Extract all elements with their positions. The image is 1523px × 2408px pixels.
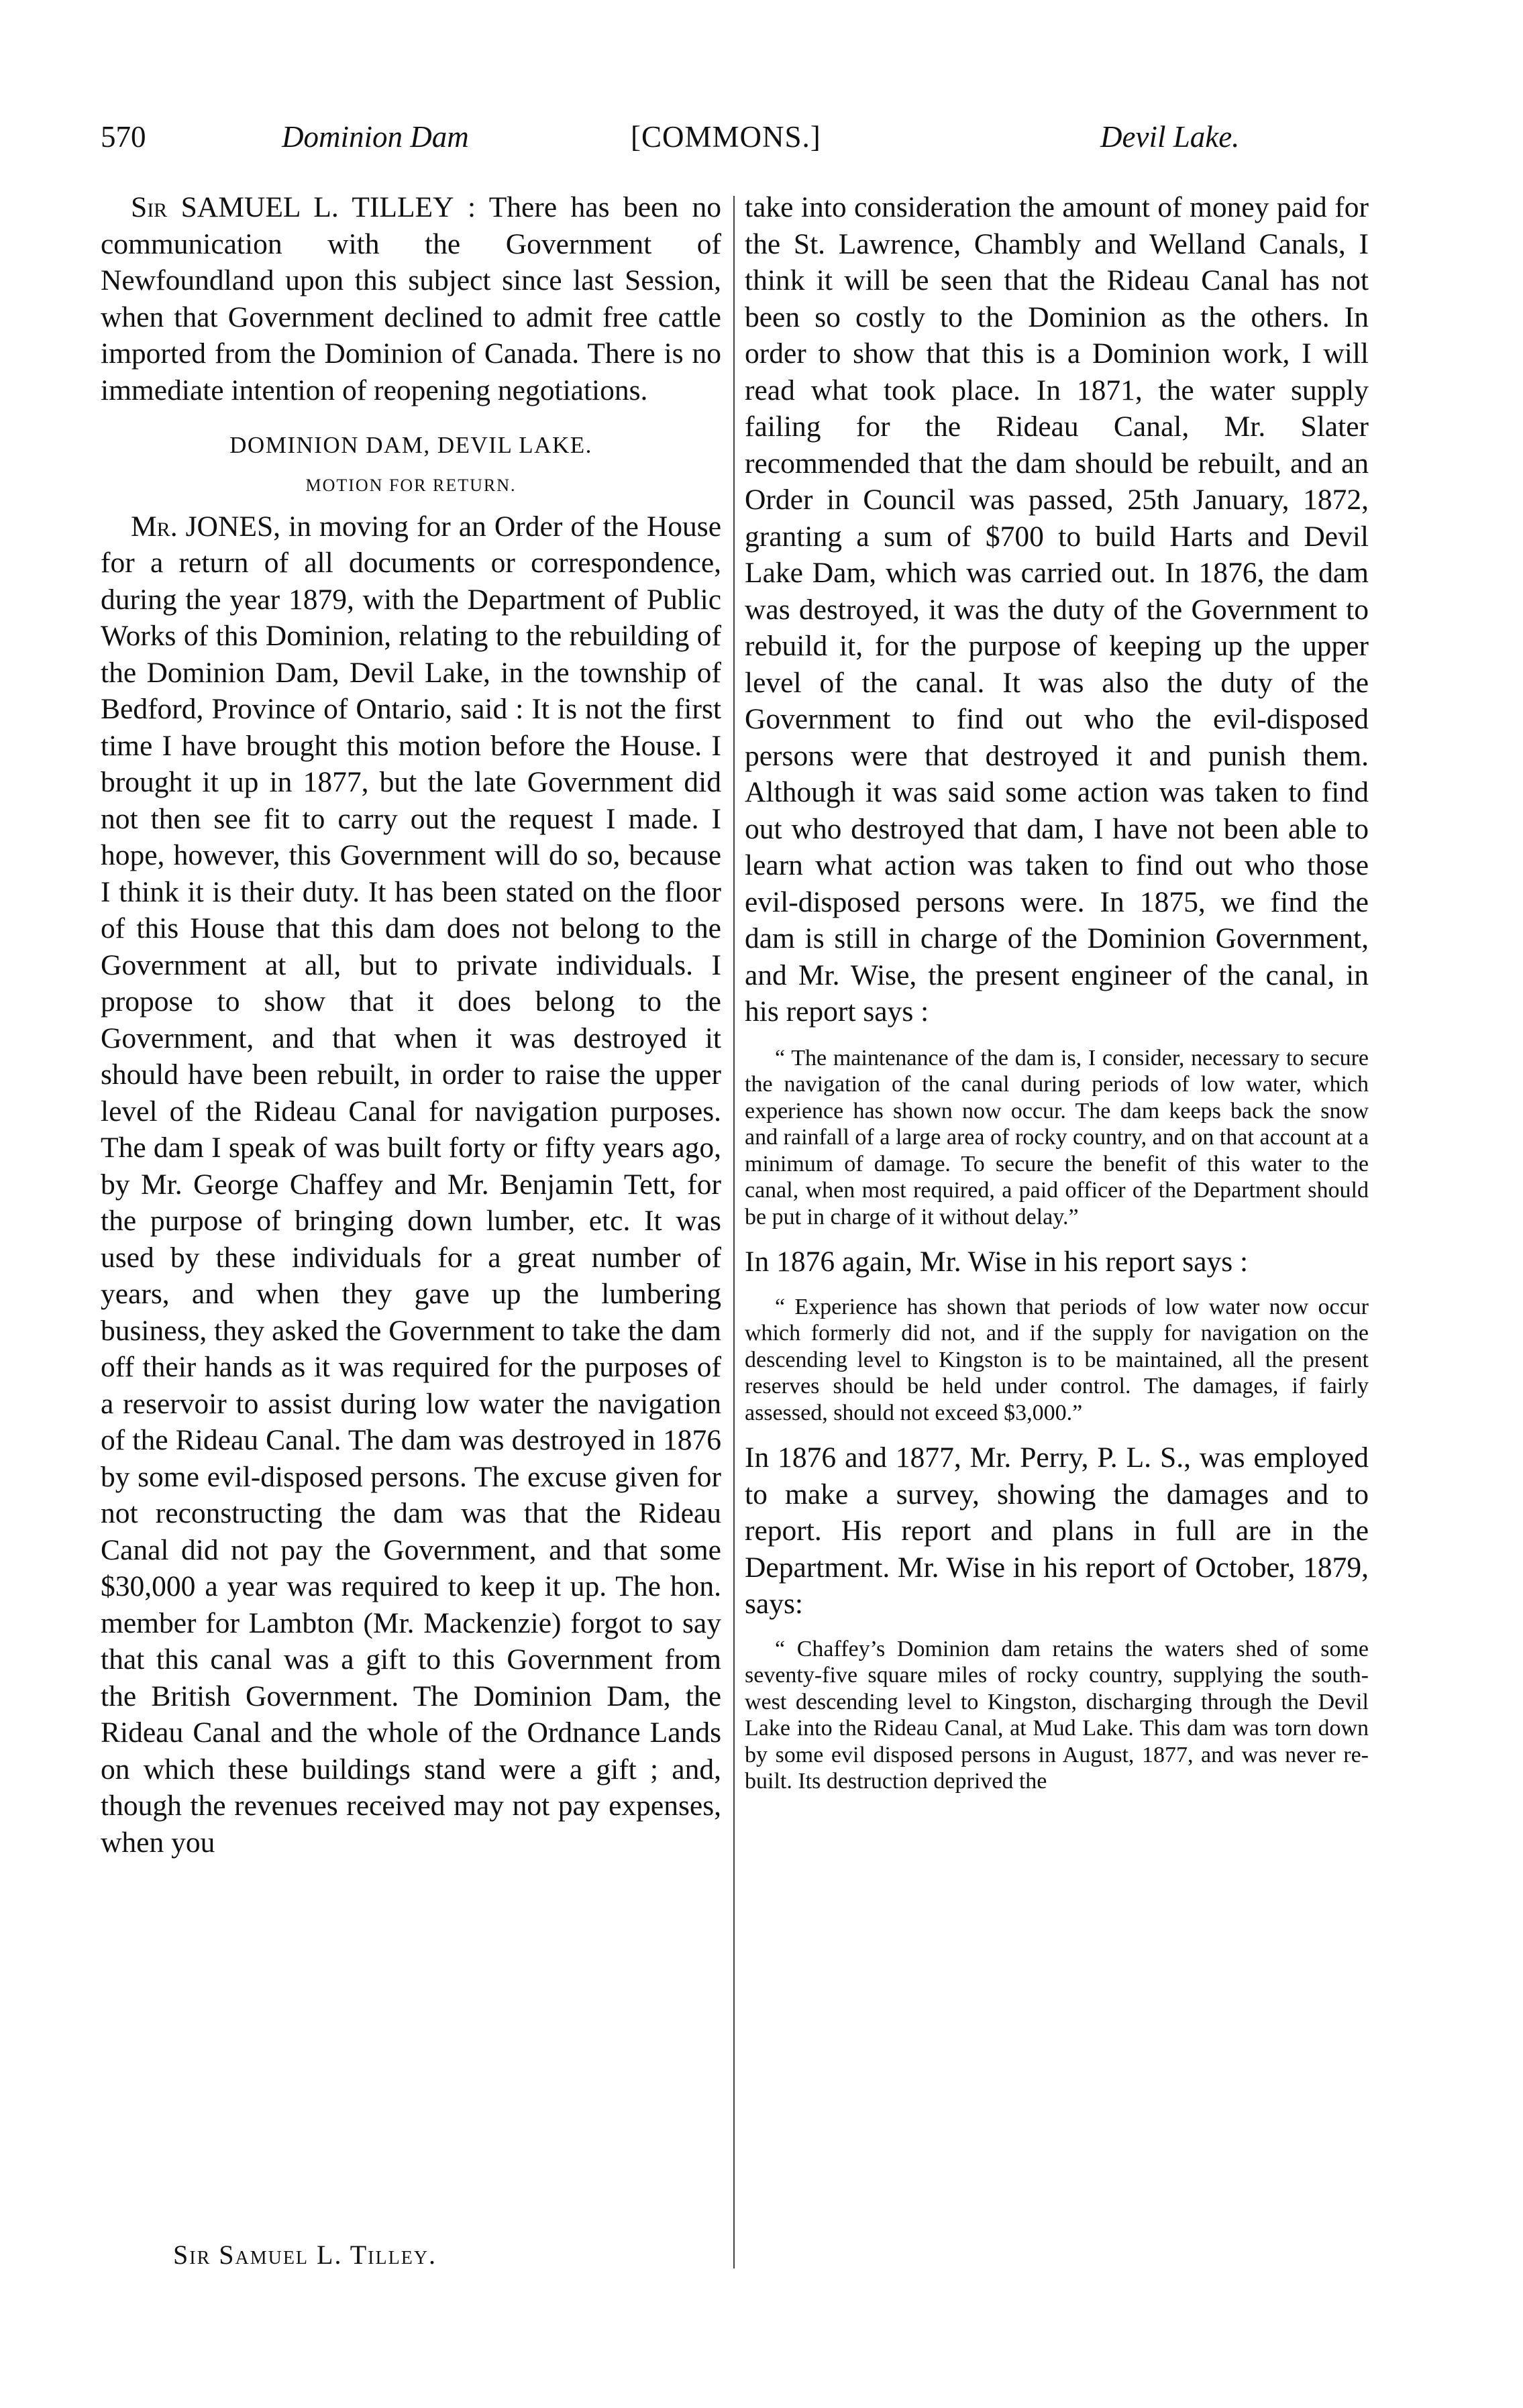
continuation-paragraph: take into consideration the amount of money paid for the St. Lawrence, Chambly and Welland Canals, I think it will be seen that the Rideau Canal has not been so costly to the Dominion as the others. In order to show that this is a Dominion work, I will read what took place. In 1871, the water supply failing for the Rideau Canal, Mr. Slater recommended that the dam should be rebuilt, and an Order in Council was passed, 25th January, 1872, granting a sum of $700 to build Harts and Devil Lake Dam, which was carried out. In 1876, the dam was destroyed, it was the duty of the Government to rebuild it, for the purpose of keeping up the upper level of the canal. It was also the duty of the Government to find out who the evil-disposed persons were that destroyed it and punish them. Although it was said some action was taken to find out who destroyed that dam, I have not been able to learn what action was taken to find out who those evil-disposed persons were. In 1875, we find the dam is still in charge of the Dominion Government, and Mr. Wise, the present engineer of the canal, in his report says : [745,191,1369,1028]
right-column [745,189,1369,1808]
tilley-paragraph [101,189,721,408]
paragraph-text: : There has been no communication with the Government of Newfoundland upon this subject since last Session, when that Government declined to admit free cattle imported from the Dominion of Canada. There is no immediate intention of reopening negotiations. [101,191,722,406]
header-left-title: Dominion Dam [282,120,469,154]
page-number: 570 [101,120,146,154]
jones-paragraph [101,508,721,1861]
column-divider [733,196,735,2268]
paragraph: In 1876 again, Mr. Wise in his report says : [745,1246,1249,1278]
block-quote: “ Experience has shown that periods of low water now occur which formerly did not, and if the supply for navigation on the descending level to Kingston is to be maintained, all the present reserves should be held under control. The damages, if fairly assessed, should not exceed $3,000.” [745,1294,1369,1425]
section-subtitle: MOTION FOR RETURN. [305,476,517,495]
header-right-title: Devil Lake. [1100,120,1240,154]
speaker-name: Sir SAMUEL L. TILLEY [131,191,454,223]
left-column [101,189,721,1861]
section-title: DOMINION DAM, DEVIL LAKE. [229,432,592,458]
paragraph: In 1876 and 1877, Mr. Perry, P. L. S., was employed to make a survey, showing the damages and to report. His report and plans in full are in the Department. Mr. Wise in his report of October, 1879, says: [745,1441,1369,1620]
block-quote: “ The maintenance of the dam is, I consider, necessary to secure the navigation of the canal during periods of low water, which experience has shown now occur. The dam keeps back the snow and rainfall of a large area of rocky country, and on that account at a minimum of damage. To secure the benefit of this water to the canal, when most required, a paid officer of the Department should be put in charge of it without delay.” [745,1045,1369,1229]
block-quote: “ Chaffey’s Dominion dam retains the waters shed of some seventy-five square miles of rocky country, supplying the south-west descending level to Kingston, discharging through the Devil Lake into the Rideau Canal, at Mud Lake. This dam was torn down by some evil disposed persons in August, 1877, and was never re-built. Its destruction deprived the [745,1636,1369,1794]
catchword: Sir Samuel L. Tilley. [173,2240,437,2270]
running-header [101,119,1240,166]
speaker-name: Mr. JONES, [131,510,281,543]
header-center-title: [COMMONS.] [631,120,821,154]
paragraph-text: in moving for an Order of the House for a return of all documents or correspondence, during the year 1879, with the Department of Public Works of this Dominion, relating to the rebuilding of the Dominion Dam, Devil Lake, in the township of Bedford, Province of Ontario, said : It is not the first time I have brought this motion before the House. I brought it up in 1877, but the late Government did not then see fit to carry out the request I made. I hope, however, this Government will do so, because I think it is their duty. It has been stated on the floor of this House that this dam does not belong to the Government at all, but to private individuals. I propose to show that it does belong to the Government, and that when it was destroyed it should have been rebuilt, in order to raise the upper level of the Rideau Canal for navigation purposes. The dam I speak of was built forty or fifty years ago, by Mr. George Chaffey and Mr. Benjamin Tett, for the purpose of bringing down lumber, etc. It was used by these individuals for a great number of years, and when they gave up the lumbering business, they asked the Government to take the dam off their hands as it was required for the purposes of a reservoir to assist during low water the navigation of the Rideau Canal. The dam was destroyed in 1876 by some evil-disposed persons. The excuse given for not reconstructing the dam was that the Rideau Canal did not pay the Government, and that some $30,000 a year was required to keep it up. The hon. member for Lambton (Mr. Mackenzie) forgot to say that this canal was a gift to this Government from the British Government. The Dominion Dam, the Rideau Canal and the whole of the Ordnance Lands on which these buildings stand were a gift ; and, though the revenues received may not pay expenses, when you [101,510,722,1859]
